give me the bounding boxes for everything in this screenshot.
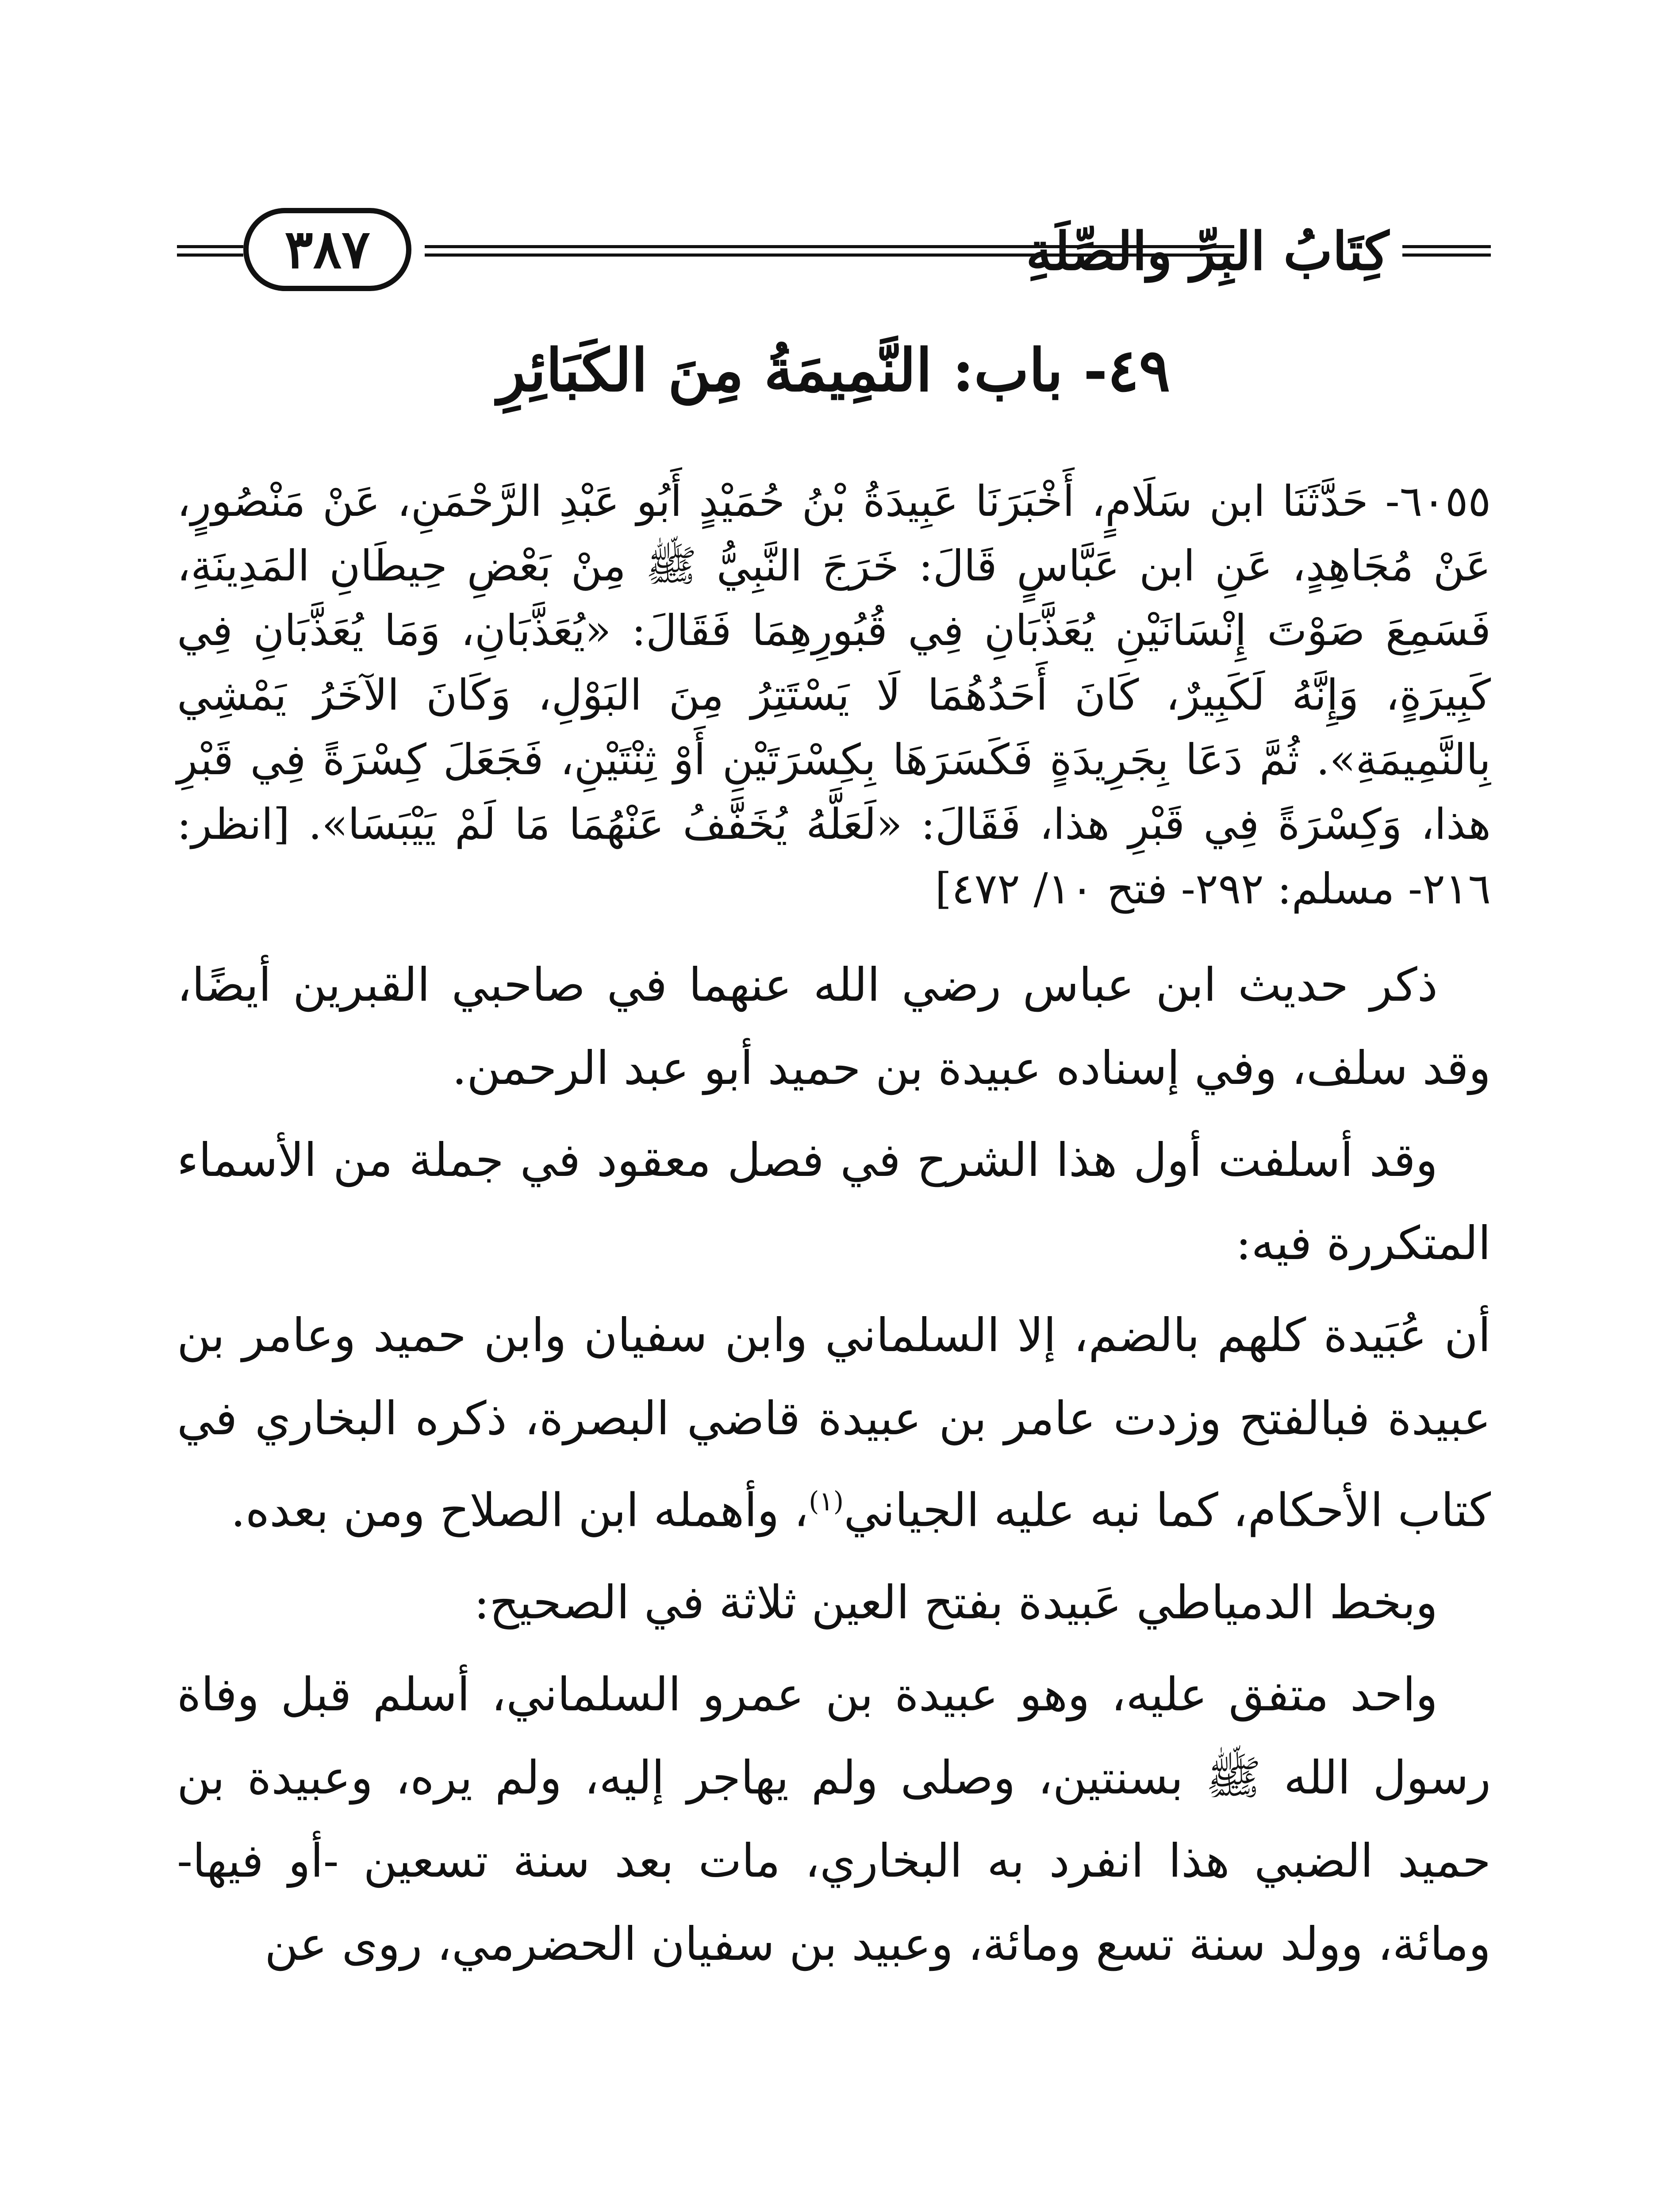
commentary-text: ، وأهمله ابن الصلاح ومن بعده. [230,1483,809,1537]
commentary-paragraph: واحد متفق عليه، وهو عبيدة بن عمرو السلماني، أسلم قبل وفاة رسول الله ﷺ بسنتين، وصلى ولم يهاجر إليه، ولم يره، وعبيدة بن حميد الضبي هذا انفرد به البخاري، مات بعد سنة تسعين -أو فيها- ومائة، وولد سنة تسع ومائة، وعبيد بن سفيان الحضرمي، روى عن [177,1667,1491,1971]
hadith-text [177,469,1491,921]
commentary-paragraph: وقد أسلفت أول هذا الشرح في فصل معقود في جملة من الأسماء المتكررة فيه: [177,1133,1491,1270]
commentary-text: أن عُبَيدة كلهم بالضم، إلا السلماني وابن سفيان وابن حميد وعامر بن عبيدة فبالفتح وزدت عامر بن عبيدة قاضي البصرة، ذكره البخاري في كتاب الأحكام، كما نبه عليه الجياني [177,1308,1491,1537]
commentary-paragraph: ذكر حديث ابن عباس رضي الله عنهما في صاحبي القبرين أيضًا، وقد سلف، وفي إسناده عبيدة بن حميد أبو عبد الرحمن. [177,958,1491,1095]
chapter-title: كِتَابُ البِرِّ والصِّلَةِ [1026,220,1389,282]
page-number: ٣٨٧ [243,208,411,291]
header-rule-right [1402,245,1491,257]
running-header [177,208,1491,296]
header-rule-middle [425,245,1234,257]
footnote-reference: (١) [809,1486,844,1517]
bab-title: ٤٩- باب: النَّمِيمَةُ مِنَ الكَبَائِرِ [497,336,1171,405]
hadith-number: ٦٠٥٥- [1385,476,1491,526]
page-body [177,469,1491,1994]
commentary-paragraph: وبخط الدمياطي عَبيدة بفتح العين ثلاثة في الصحيح: [474,1575,1438,1629]
header-rule-left [177,245,243,257]
hadith-matn: حَدَّثَنَا ابن سَلَامٍ، أَخْبَرَنَا عَبِيدَةُ بْنُ حُمَيْدٍ أَبُو عَبْدِ الرَّحْمَنِ، عَنْ مَنْصُورٍ، عَنْ مُجَاهِدٍ، عَنِ ابن عَبَّاسٍ قَالَ: خَرَجَ النَّبِيُّ ﷺ مِنْ بَعْضِ حِيطَانِ المَدِينَةِ، فَسَمِعَ صَوْتَ إِنْسَانَيْنِ يُعَذَّبَانِ فِي قُبُورِهِمَا فَقَالَ: «يُعَذَّبَانِ، وَمَا يُعَذَّبَانِ فِي كَبِيرَةٍ، وَإِنَّهُ لَكَبِيرٌ، كَانَ أَحَدُهُمَا لَا يَسْتَتِرُ مِنَ البَوْلِ، وَكَانَ الآخَرُ يَمْشِي بِالنَّمِيمَةِ». ثُمَّ دَعَا بِجَرِيدَةٍ فَكَسَرَهَا بِكِسْرَتَيْنِ أَوْ ثِنْتَيْنِ، فَجَعَلَ كِسْرَةً فِي قَبْرِ هذا، وَكِسْرَةً فِي قَبْرِ هذا، فَقَالَ: «لَعَلَّهُ يُخَفَّفُ عَنْهُمَا مَا لَمْ يَيْبَسَا». [177,476,1491,849]
hadith-reference: [انظر: ٢١٦- مسلم: ٢٩٢- فتح ١٠/ ٤٧٢] [177,799,1491,914]
commentary-paragraph [177,1294,1491,1552]
